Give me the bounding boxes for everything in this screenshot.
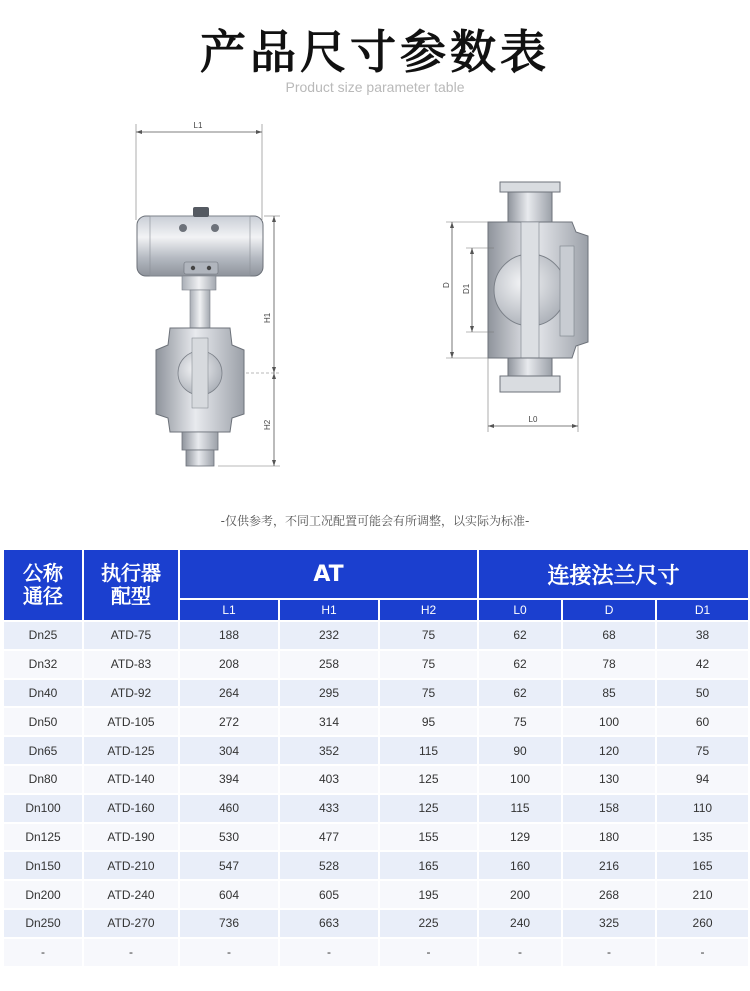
table-cell: Dn100 [3,794,83,823]
table-cell: 50 [656,679,749,708]
actuator-valve-figure [136,121,280,466]
table-cell: 216 [562,851,656,880]
table-cell: 135 [656,823,749,852]
table-cell: ATD-125 [83,736,179,765]
table-row [3,938,749,967]
table-cell: ATD-160 [83,794,179,823]
table-cell: 530 [179,823,279,852]
sub-header-cell: H1 [279,599,379,621]
table-cell: 60 [656,707,749,736]
header-nominal-diameter: 公称 通径 [3,549,83,621]
table-cell: 195 [379,880,478,909]
table-cell: 460 [179,794,279,823]
label-d: D [442,282,451,288]
table-cell: 295 [279,679,379,708]
table-cell: 38 [656,621,749,650]
table-cell: 258 [279,650,379,679]
disclaimer-note: -仅供参考，不同工况配置可能会有所调整，以实际为标准- [220,514,530,528]
sub-header-cell: L0 [478,599,562,621]
table-cell: 42 [656,650,749,679]
label-h2: H2 [263,419,272,430]
table-cell: 158 [562,794,656,823]
table-cell: 75 [379,679,478,708]
table-cell: 115 [478,794,562,823]
table-cell: 75 [656,736,749,765]
table-cell: 75 [379,650,478,679]
table-cell: Dn250 [3,909,83,938]
table-cell: 240 [478,909,562,938]
table-row [3,650,749,679]
table-cell: 528 [279,851,379,880]
sub-header-cell: L1 [179,599,279,621]
table-body [3,621,749,967]
table-cell: 78 [562,650,656,679]
table-cell: Dn125 [3,823,83,852]
table-cell: - [656,938,749,967]
table-cell: 547 [179,851,279,880]
table-cell: 663 [279,909,379,938]
table-cell: 62 [478,621,562,650]
table-cell: - [478,938,562,967]
table-cell: - [179,938,279,967]
table-cell: 225 [379,909,478,938]
table-cell: ATD-92 [83,679,179,708]
header-group-at: AT [179,549,478,599]
table-cell: 325 [562,909,656,938]
table-cell: - [562,938,656,967]
table-row [3,707,749,736]
table-cell: ATD-105 [83,707,179,736]
table-cell: - [83,938,179,967]
table-cell: 304 [179,736,279,765]
table-cell: 200 [478,880,562,909]
table-cell: 264 [179,679,279,708]
table-row [3,823,749,852]
table-row [3,679,749,708]
table-row [3,909,749,938]
label-l1: L1 [193,121,203,130]
label-d1: D1 [462,283,471,294]
table-cell: Dn32 [3,650,83,679]
table-cell: 188 [179,621,279,650]
valve-dimension-diagram [0,110,750,500]
table-cell: 95 [379,707,478,736]
table-cell: 268 [562,880,656,909]
table-cell: 115 [379,736,478,765]
table-cell: - [3,938,83,967]
table-cell: 165 [656,851,749,880]
table-row [3,880,749,909]
table-row [3,851,749,880]
table-row [3,621,749,650]
table-cell: 75 [379,621,478,650]
table-cell: 110 [656,794,749,823]
table-cell: 68 [562,621,656,650]
table-cell: 129 [478,823,562,852]
size-parameter-table [2,548,750,968]
table-cell: 120 [562,736,656,765]
table-cell: 94 [656,765,749,794]
table-cell: 232 [279,621,379,650]
table-cell: 394 [179,765,279,794]
table-cell: Dn25 [3,621,83,650]
table-cell: 433 [279,794,379,823]
sub-header-cell: H2 [379,599,478,621]
table-cell: Dn50 [3,707,83,736]
valve-section-figure [442,182,588,432]
table-cell: - [379,938,478,967]
table-cell: 160 [478,851,562,880]
table-cell: 208 [179,650,279,679]
table-cell: 352 [279,736,379,765]
table-row [3,765,749,794]
table-cell: 100 [478,765,562,794]
table-cell: 314 [279,707,379,736]
table-row [3,794,749,823]
table-cell: Dn150 [3,851,83,880]
page-title: 产品尺寸参数表 [200,25,550,79]
header-group-flange: 连接法兰尺寸 [478,549,749,599]
table-cell: 100 [562,707,656,736]
table-cell: Dn200 [3,880,83,909]
table-cell: ATD-210 [83,851,179,880]
table-cell: ATD-75 [83,621,179,650]
table-cell: - [279,938,379,967]
table-cell: Dn80 [3,765,83,794]
table-cell: 260 [656,909,749,938]
table-cell: ATD-83 [83,650,179,679]
table-cell: 85 [562,679,656,708]
table-cell: ATD-190 [83,823,179,852]
table-cell: 604 [179,880,279,909]
table-cell: 62 [478,650,562,679]
table-cell: 736 [179,909,279,938]
table-cell: 605 [279,880,379,909]
table-cell: Dn40 [3,679,83,708]
table-row [3,736,749,765]
sub-header-cell: D [562,599,656,621]
table-cell: 272 [179,707,279,736]
table-cell: ATD-240 [83,880,179,909]
table-cell: 477 [279,823,379,852]
table-cell: 75 [478,707,562,736]
page-subtitle: Product size parameter table [285,79,465,95]
header-actuator-model: 执行器 配型 [83,549,179,621]
table-cell: 210 [656,880,749,909]
table-cell: 130 [562,765,656,794]
table-cell: 90 [478,736,562,765]
label-h1: H1 [263,312,272,323]
table-cell: ATD-270 [83,909,179,938]
table-cell: 125 [379,794,478,823]
table-cell: 180 [562,823,656,852]
table-cell: Dn65 [3,736,83,765]
table-cell: 125 [379,765,478,794]
sub-header-cell: D1 [656,599,749,621]
table-cell: 62 [478,679,562,708]
table-cell: 403 [279,765,379,794]
table-cell: 155 [379,823,478,852]
label-l0: L0 [528,415,538,424]
table-cell: 165 [379,851,478,880]
table-cell: ATD-140 [83,765,179,794]
